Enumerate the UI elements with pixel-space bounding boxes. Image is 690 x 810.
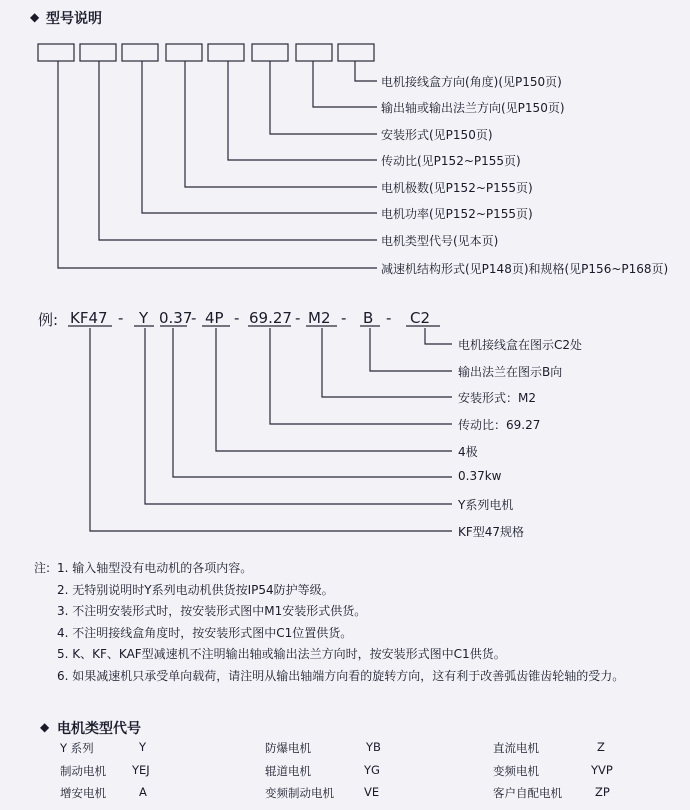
label-motor-type-code: 电机类型代号(见本页) [381, 234, 499, 248]
motor-type-name: 变频制动电机 [265, 786, 334, 800]
code-box-3 [122, 44, 158, 61]
code-box-5 [208, 44, 244, 61]
example-prefix: 例: [38, 311, 59, 329]
motor-type-name: 变频电机 [493, 764, 539, 778]
label-junction-box-direction: 电机接线盒方向(角度)(见P150页) [381, 75, 562, 89]
code-box-4 [166, 44, 202, 61]
code-box-8 [338, 44, 374, 61]
note-item: 5. K、KF、KAF型减速机不注明输出轴或输出法兰方向时，按安装形式图中C1供货。 [57, 647, 506, 661]
example-part-dash: - [191, 309, 197, 327]
motor-type-name: 直流电机 [493, 741, 539, 755]
section1-title: 型号说明 [46, 11, 102, 27]
example-label-ratio: 传动比：69.27 [458, 418, 541, 432]
motor-type-code: ZP [595, 785, 610, 799]
motor-type-name: 客户自配电机 [493, 786, 562, 800]
example-label-poles: 4极 [458, 445, 478, 459]
code-box-7 [296, 44, 332, 61]
note-item: 2. 无特别说明时Y系列电动机供货按IP54防护等级。 [57, 583, 334, 597]
label-reducer-structure: 减速机结构形式(见P148页)和规格(见P156~P168页) [381, 262, 669, 276]
example-part-mounting: M2 [308, 309, 331, 327]
code-box-2 [80, 44, 116, 61]
example-part-dash: - [234, 309, 240, 327]
note-item: 6. 如果减速机只承受单向载荷，请注明从输出轴端方向看的旋转方向，这有利于改善弧齿锥齿轮轴的受力。 [57, 669, 625, 683]
motor-type-code: YVP [591, 763, 613, 777]
example-part-flange: B [363, 309, 374, 327]
example-label-model-size: KF型47规格 [458, 525, 525, 539]
motor-type-name: 防爆电机 [265, 741, 311, 755]
note-item: 4. 不注明接线盒角度时，按安装形式图中C1位置供货。 [57, 626, 353, 640]
example-part-dash: - [295, 309, 301, 327]
example-label-mounting: 安装形式：M2 [458, 391, 536, 405]
note-item: 3. 不注明安装形式时，按安装形式图中M1安装形式供货。 [57, 604, 367, 618]
label-output-shaft-direction: 输出轴或输出法兰方向(见P150页) [381, 101, 565, 115]
example-label-motor-series: Y系列电机 [458, 498, 514, 512]
example-label-junction: 电机接线盒在图示C2处 [458, 338, 583, 352]
label-ratio: 传动比(见P152~P155页) [381, 154, 521, 168]
section2-bullet-icon: ◆ [40, 720, 50, 734]
motor-type-name: 辊道电机 [265, 764, 311, 778]
motor-type-code: YG [364, 763, 380, 777]
motor-type-code: YB [366, 740, 381, 754]
example-part-power: 0.37 [159, 309, 193, 327]
motor-type-code: A [139, 785, 147, 799]
example-label-power: 0.37kw [458, 469, 502, 483]
motor-type-code: VE [364, 785, 380, 799]
motor-type-code: Z [597, 740, 605, 754]
example-part-poles: 4P [205, 309, 224, 327]
example-part-junction: C2 [410, 309, 431, 327]
note-item: 1. 输入轴型没有电动机的各项内容。 [57, 561, 253, 575]
motor-type-name: 制动电机 [60, 764, 106, 778]
code-box-6 [252, 44, 288, 61]
code-box-1 [38, 44, 74, 61]
example-label-flange: 输出法兰在图示B向 [458, 365, 563, 379]
motor-type-code: Y [139, 740, 147, 754]
label-motor-poles: 电机极数(见P152~P155页) [381, 181, 533, 195]
label-mounting-position: 安装形式(见P150页) [381, 128, 493, 142]
section1-bullet-icon: ◆ [30, 10, 40, 24]
example-part-dash: - [341, 309, 347, 327]
label-motor-power: 电机功率(见P152~P155页) [381, 207, 533, 221]
example-part-kf47: KF47 [70, 309, 108, 327]
example-part-dash: - [386, 309, 392, 327]
motor-type-name: Y 系列 [60, 741, 94, 755]
example-part-y: Y [139, 309, 149, 327]
example-part-dash: - [118, 309, 124, 327]
example-part-ratio: 69.27 [249, 309, 292, 327]
motor-type-code: YEJ [132, 763, 150, 777]
motor-type-name: 增安电机 [60, 786, 106, 800]
notes-prefix: 注: [34, 561, 51, 575]
section2-title: 电机类型代号 [57, 721, 141, 737]
